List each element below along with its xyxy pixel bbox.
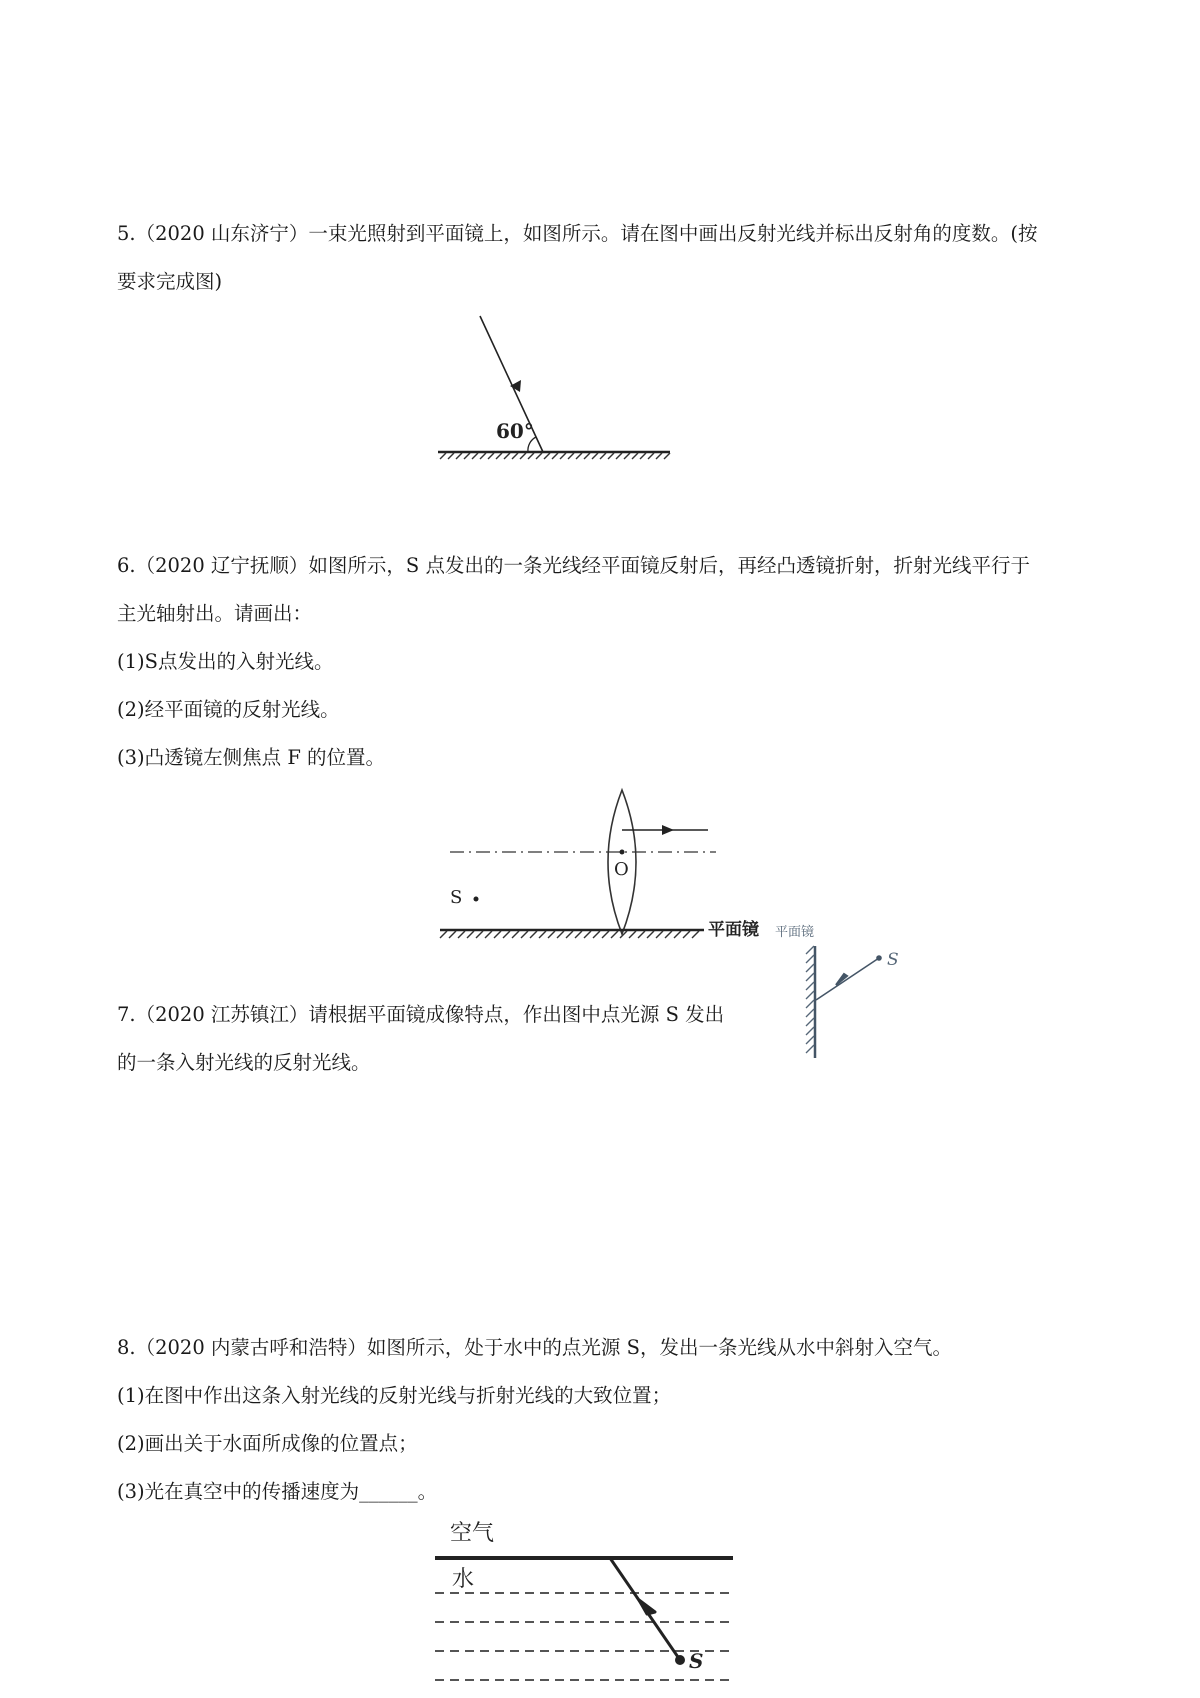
q5-figure: [430, 312, 680, 462]
q8-figure: [425, 1510, 745, 1698]
q5-text-line1: 5.（2020 山东济宁）一束光照射到平面镜上，如图所示。请在图中画出反射光线并标出反射角的度数。(按: [117, 222, 1038, 245]
q8-source-label: S: [689, 1649, 704, 1673]
q7-incident-ray: [816, 958, 879, 1000]
q6-mirror-hatching: [440, 931, 699, 938]
q8-item3: (3)光在真空中的传播速度为______。: [117, 1480, 438, 1503]
q8-item1: (1)在图中作出这条入射光线的反射光线与折射光线的大致位置；: [117, 1384, 672, 1407]
q8-ray-arrow: [639, 1600, 655, 1614]
q6-source-label: S: [450, 887, 463, 908]
q5-mirror-hatching: [440, 453, 670, 459]
q7-figure: [775, 922, 915, 1062]
q6-item2: (2)经平面镜的反射光线。: [117, 698, 340, 721]
q6-text-line1: 6.（2020 辽宁抚顺）如图所示，S 点发出的一条光线经平面镜反射后，再经凸透镜折射，折射光线平行于: [117, 554, 1030, 577]
q8-item2: (2)画出关于水面所成像的位置点；: [117, 1432, 418, 1455]
q6-mirror-label: 平面镜: [708, 920, 759, 940]
q8-air-label: 空气: [450, 1521, 495, 1546]
q5-ray-arrow: [510, 380, 521, 392]
q7-text-line1: 7.（2020 江苏镇江）请根据平面镜成像特点，作出图中点光源 S 发出: [117, 1003, 725, 1026]
q7-mirror-label: 平面镜: [775, 925, 815, 940]
q7-source-point: [876, 955, 882, 961]
q6-source-point: [474, 897, 479, 902]
q6-optical-center: [620, 850, 625, 855]
q6-figure: [430, 782, 790, 942]
q8-source-point: [675, 1655, 685, 1665]
q6-center-label: O: [614, 859, 629, 880]
q6-text-line2: 主光轴射出。请画出：: [117, 602, 313, 625]
q6-item3: (3)凸透镜左侧焦点 F 的位置。: [117, 746, 386, 769]
q7-text-line2: 的一条入射光线的反射光线。: [117, 1051, 371, 1074]
q5-angle-label: 60°: [496, 419, 534, 443]
q7-source-label: S: [887, 950, 899, 970]
q5-text-line2: 要求完成图): [117, 270, 223, 293]
q6-item1: (1)S点发出的入射光线。: [117, 650, 334, 673]
q8-water-label: 水: [452, 1567, 475, 1592]
q8-text-line1: 8.（2020 内蒙古呼和浩特）如图所示，处于水中的点光源 S，发出一条光线从水中斜射入空气。: [117, 1336, 952, 1359]
q6-ray-arrow: [662, 825, 674, 835]
q7-mirror-hatching: [806, 946, 814, 1053]
